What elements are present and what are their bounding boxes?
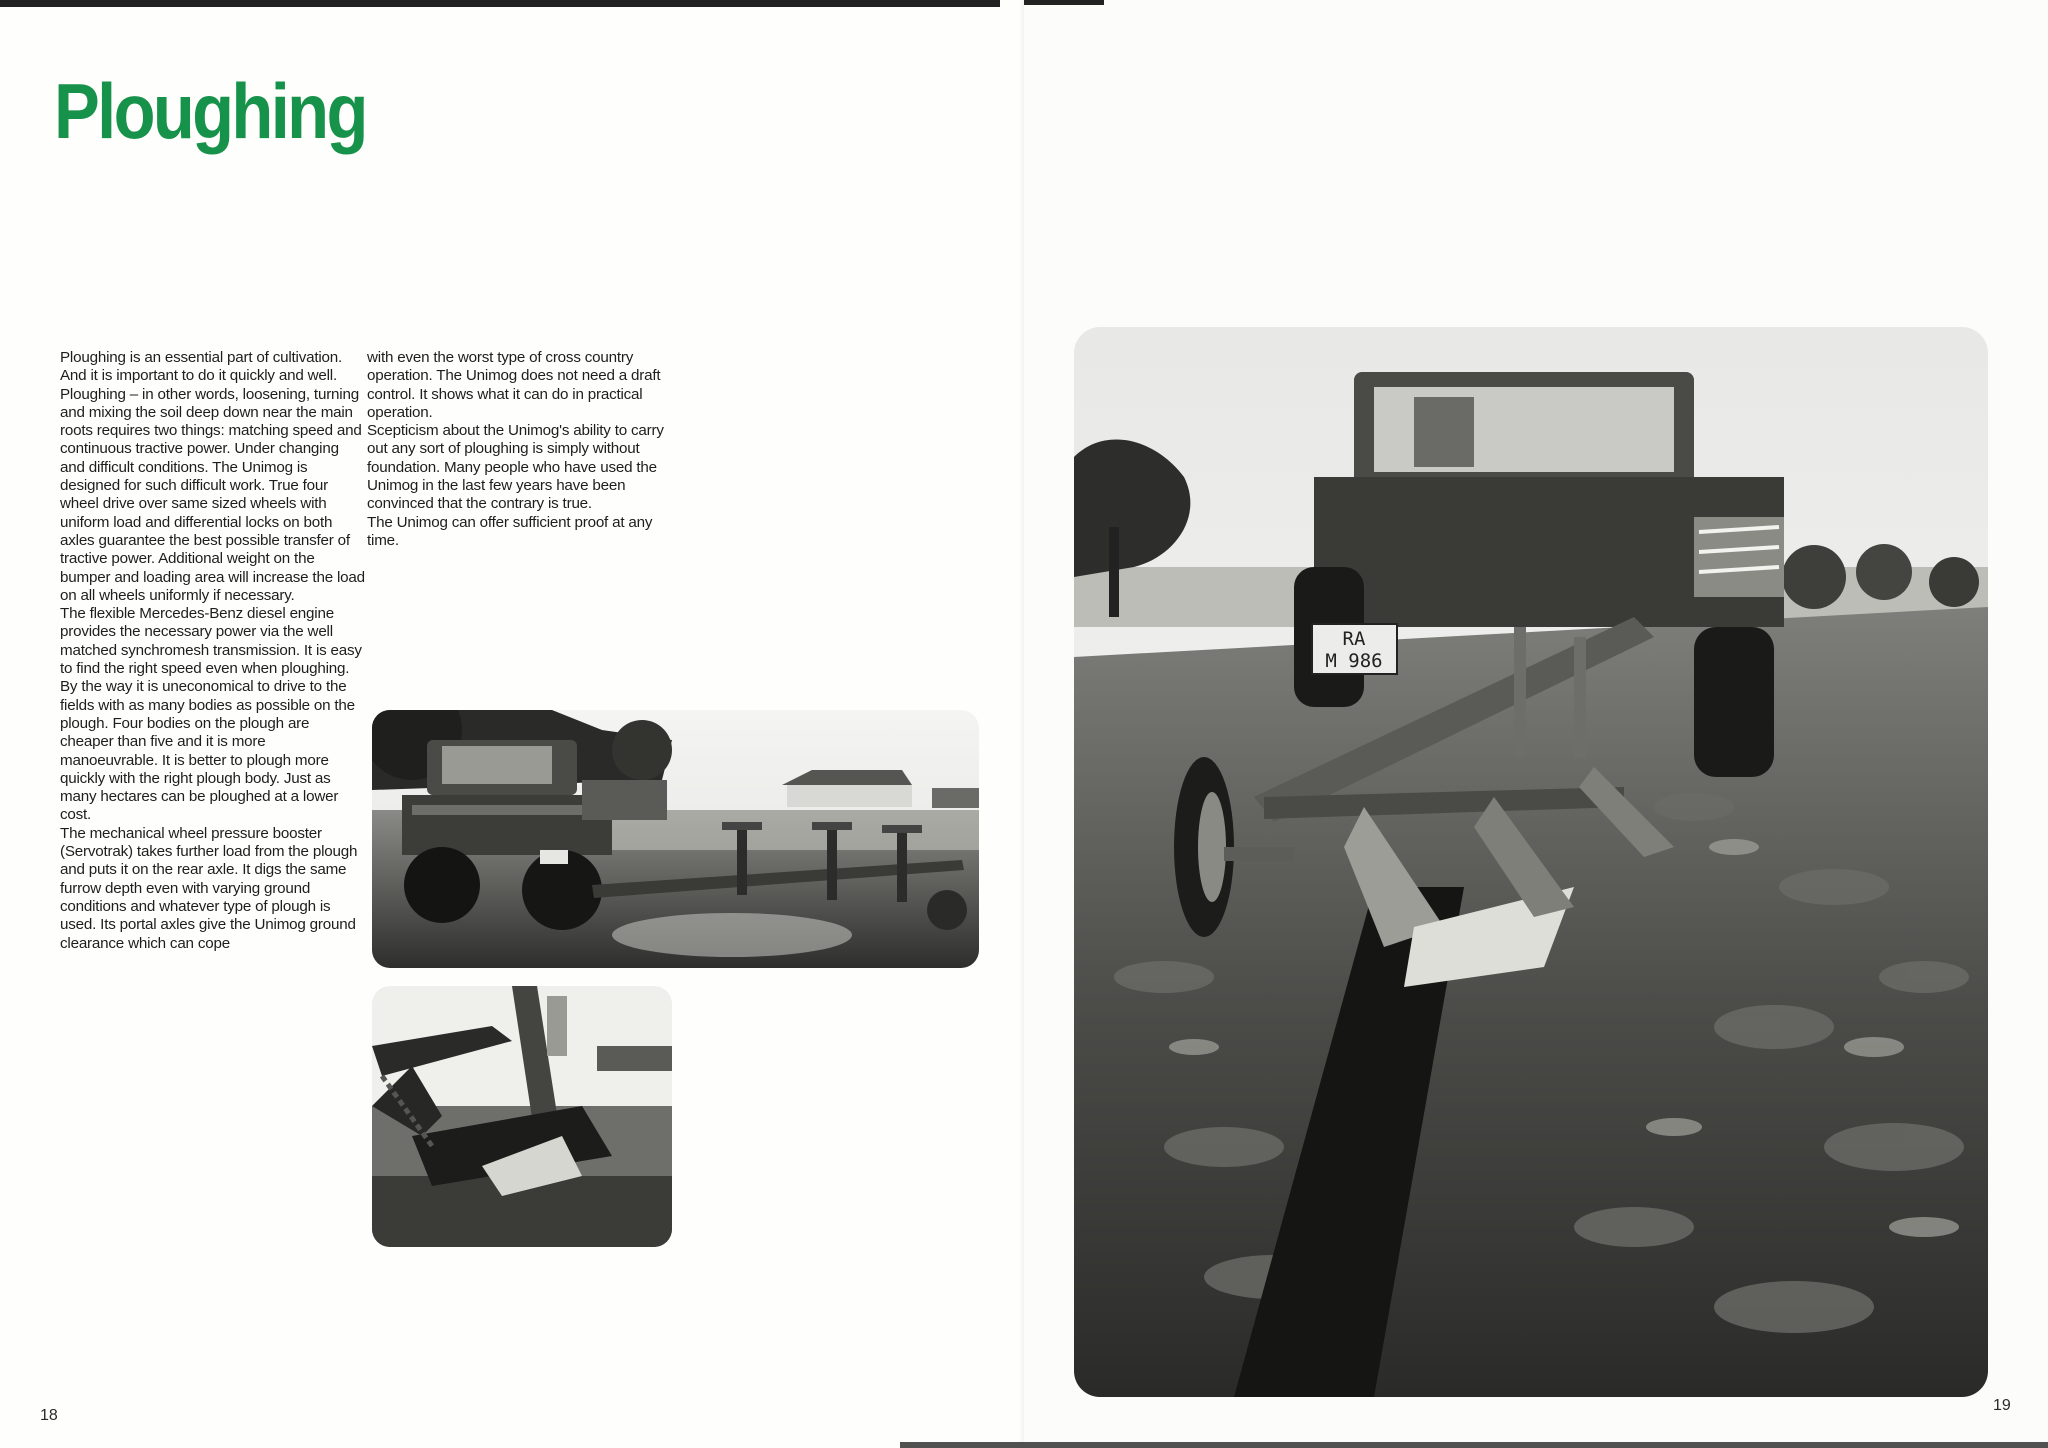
bottom-rule	[900, 1442, 2048, 1448]
body-paragraph: The mechanical wheel pressure booster (Servotrak) takes further load from the plough and puts it on the rear axle. It digs the same furrow depth even with varying ground conditions and whatever type of plough is used. Its portal axles give the Unimog ground clearance which can cope	[60, 824, 358, 952]
body-column-1	[60, 349, 365, 953]
plough-hitch-detail-photo	[372, 986, 672, 1247]
body-paragraph: Scepticism about the Unimog's ability to carry out any sort of ploughing is simply without foundation. Many people who have used the Unimog in the last few years have been convinced that the contrary is true.	[367, 422, 664, 513]
body-paragraph: Ploughing is an essential part of cultivation. And it is important to do it quickly and well. Ploughing – in other words, loosening, turning and mixing the soil deep down near the main roots requires two things: matching speed and continuous tractive power. Under changing and difficult conditions. The Unimog is designed for such difficult work. True four wheel drive over same sized wheels with uniform load and differential locks on both axles guarantee the best possible transfer of tractive power. Additional weight on the bumper and loading area will increase the load on all wheels uniformly if necessary.	[60, 349, 365, 604]
body-column-2	[367, 349, 667, 550]
tractor-ploughing-photo	[372, 710, 979, 968]
license-plate-text: M 986	[1325, 650, 1383, 672]
unimog-rear-ploughing-photo	[1074, 327, 1988, 1397]
license-plate-text: RA	[1342, 628, 1366, 650]
page-number: 19	[1993, 1397, 2011, 1414]
body-paragraph: with even the worst type of cross country operation. The Unimog does not need a draft control. It shows what it can do in practical operation.	[367, 349, 661, 421]
body-paragraph: The flexible Mercedes-Benz diesel engine provides the necessary power via the well matched synchromesh transmission. It is easy to find the right speed even when ploughing. By the way it is uneconomical to drive to the fields with as many bodies as possible on the plough. Four bodies on the plough are cheaper than five and it is more manoeuvrable. It is better to plough more quickly with the right plough body. Just as many hectares can be ploughed at a lower cost.	[60, 605, 362, 824]
page-number: 18	[40, 1407, 58, 1424]
body-paragraph: The Unimog can offer sufficient proof at any time.	[367, 513, 653, 549]
page-title: Ploughing	[54, 67, 366, 155]
top-rule	[1024, 0, 1104, 5]
top-rule	[0, 0, 1000, 7]
